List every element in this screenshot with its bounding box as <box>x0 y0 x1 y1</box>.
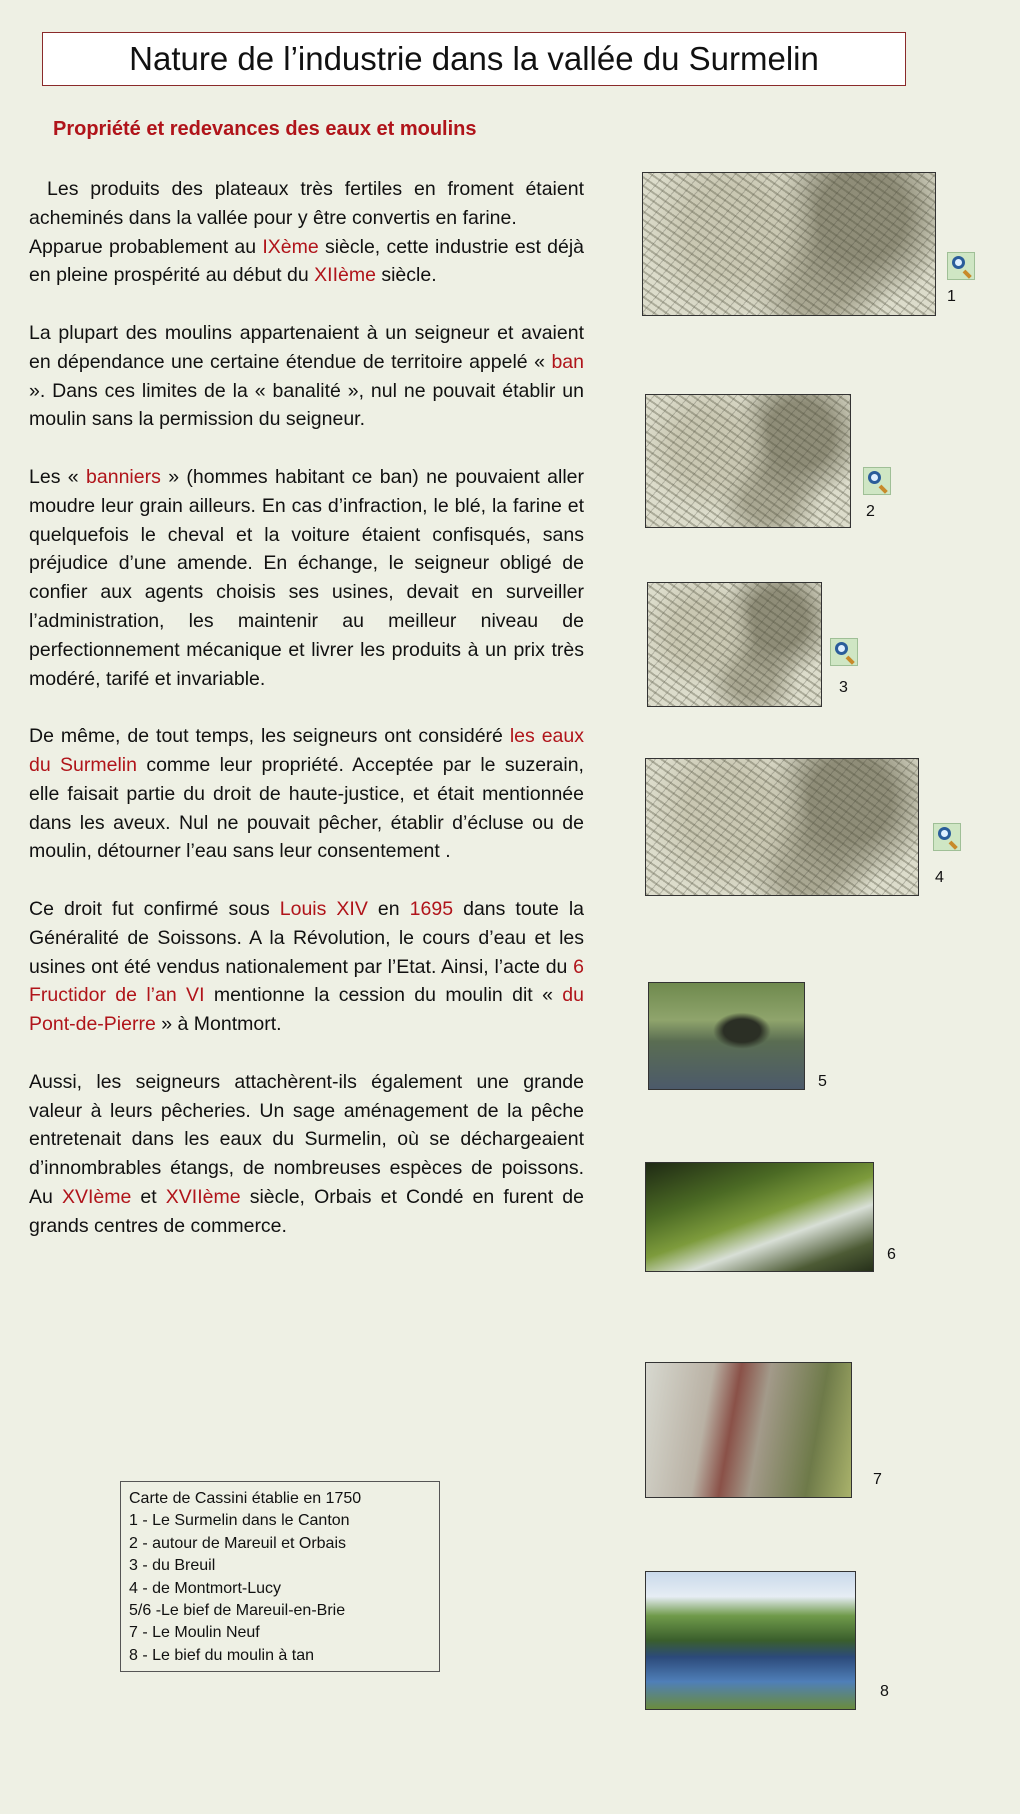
image-label-6: 6 <box>887 1246 896 1263</box>
paragraph-3 <box>29 463 584 693</box>
paragraph-4 <box>29 722 584 866</box>
p5-term-fructidor: 6 Fructidor de l’an VI <box>29 955 584 1007</box>
photo-image-8[interactable] <box>645 1571 856 1710</box>
p1-text-a: Les produits des plateaux très fertiles en froment étaient acheminés dans la vallée pour y être convertis en farine. <box>29 178 584 229</box>
paragraph-2 <box>29 319 584 434</box>
p1-century-xii: XIIème <box>314 264 376 287</box>
legend-line: 7 - Le Moulin Neuf <box>129 1624 260 1642</box>
p1-text-b3: siècle, cette industrie est déjà en pleine prospérité au début du <box>29 235 584 287</box>
zoom-magnifier-icon[interactable] <box>933 823 961 851</box>
image-label-8: 8 <box>880 1683 889 1700</box>
page-title: Nature de l’industrie dans la vallée du Surmelin <box>129 40 819 77</box>
p5-text-e: dans toute la Généralité de Soissons. A la Révolution, le cours d’eau et les usines ont été vendus nationalement par l’Etat. Ainsi, l’acte du <box>29 897 585 978</box>
legend-box <box>120 1481 440 1672</box>
image-label-2: 2 <box>866 503 875 520</box>
photo-image-7[interactable] <box>645 1362 852 1498</box>
legend-line: 1 - Le Surmelin dans le Canton <box>129 1512 350 1530</box>
legend-line: 4 - de Montmort-Lucy <box>129 1579 282 1597</box>
p3-term-banniers: banniers <box>86 465 161 488</box>
p5-text-a: Ce droit fut confirmé sous <box>29 897 280 920</box>
p4-text-c: comme leur propriété. Acceptée par le suzerain, elle faisait partie du droit de haute-justice, et était mentionnée dans les aveux. Nul ne pouvait pêcher, établir d’écluse ou de moulin, détourner l’eau sans leur consentement . <box>29 753 584 863</box>
p3-text-a: Les « <box>29 465 87 488</box>
legend-line: 2 - autour de Mareuil et Orbais <box>129 1534 346 1552</box>
p5-text-g: mentionne la cession du moulin dit « <box>204 984 563 1007</box>
p6-text-c: et <box>131 1185 166 1208</box>
p5-term-louis: Louis XIV <box>279 897 368 920</box>
legend-line: 3 - du Breuil <box>129 1557 216 1575</box>
zoom-magnifier-icon[interactable] <box>830 638 858 666</box>
image-label-3: 3 <box>839 679 848 696</box>
p3-text-c: » (hommes habitant ce ban) ne pouvaient aller moudre leur grain ailleurs. En cas d’infraction, le blé, la farine et quelquefois le cheval et la voiture étaient confisqués, sans préjudice d’une amende. En échange, le seigneur obligé de confier aux agents choisis ses usines, devait en surveiller l’administration, les maintenir au meilleur niveau de perfectionnement mécanique et livrer les produits à un prix très modéré, tarifé et invariable. <box>29 465 585 690</box>
p1-text-b5: siècle. <box>375 264 437 287</box>
p6-century-xvi: XVIème <box>61 1185 132 1208</box>
image-label-4: 4 <box>935 869 944 886</box>
p5-term-pont: du Pont-de-Pierre <box>29 984 584 1036</box>
p4-text-a: De même, de tout temps, les seigneurs ont considéré <box>29 725 510 748</box>
image-label-1: 1 <box>947 288 956 305</box>
photo-image-6[interactable] <box>645 1162 874 1272</box>
article-body <box>29 175 584 1240</box>
p6-text-a: Aussi, les seigneurs attachèrent-ils également une grande valeur à leurs pêcheries. Un sage aménagement de la pêche entretenait dans les eaux du Surmelin, où se déchargeaient d’innombrables étangs, de nombreuses espèces de poissons. Au <box>29 1070 584 1208</box>
zoom-magnifier-icon[interactable] <box>863 467 891 495</box>
paragraph-6 <box>29 1068 584 1241</box>
p5-year-1695: 1695 <box>409 897 454 920</box>
p2-text-c: ». Dans ces limites de la « banalité », nul ne pouvait établir un moulin sans la permission du seigneur. <box>29 379 584 431</box>
p5-text-c: en <box>367 897 410 920</box>
photo-image-5[interactable] <box>648 982 805 1090</box>
p2-text-a: La plupart des moulins appartenaient à un seigneur et avaient en dépendance une certaine étendue de territoire appelé « <box>29 321 584 373</box>
page-title-box <box>42 32 906 86</box>
p2-term-ban: ban <box>551 350 584 373</box>
legend-line: 8 - Le bief du moulin à tan <box>129 1646 315 1664</box>
legend-line: 5/6 -Le bief de Mareuil-en-Brie <box>129 1602 346 1620</box>
image-label-7: 7 <box>873 1471 882 1488</box>
legend-line: Carte de Cassini établie en 1750 <box>129 1490 362 1507</box>
p4-term-eaux: les eaux du Surmelin <box>29 725 584 776</box>
map-image-3[interactable] <box>647 582 822 707</box>
zoom-magnifier-icon[interactable] <box>947 252 975 280</box>
map-image-2[interactable] <box>645 394 851 528</box>
p5-text-i: » à Montmort. <box>155 1013 282 1036</box>
p6-text-e: siècle, Orbais et Condé en furent de grands centres de commerce. <box>29 1185 584 1237</box>
section-subtitle: Propriété et redevances des eaux et moulins <box>53 118 477 140</box>
p1-century-ix: IXème <box>262 235 319 258</box>
p6-century-xvii: XVIIème <box>165 1185 241 1208</box>
paragraph-1 <box>29 175 584 290</box>
p1-text-b1: Apparue probablement au <box>29 235 263 258</box>
paragraph-5 <box>29 895 584 1039</box>
map-image-1[interactable] <box>642 172 936 316</box>
image-label-5: 5 <box>818 1073 827 1090</box>
map-image-4[interactable] <box>645 758 919 896</box>
